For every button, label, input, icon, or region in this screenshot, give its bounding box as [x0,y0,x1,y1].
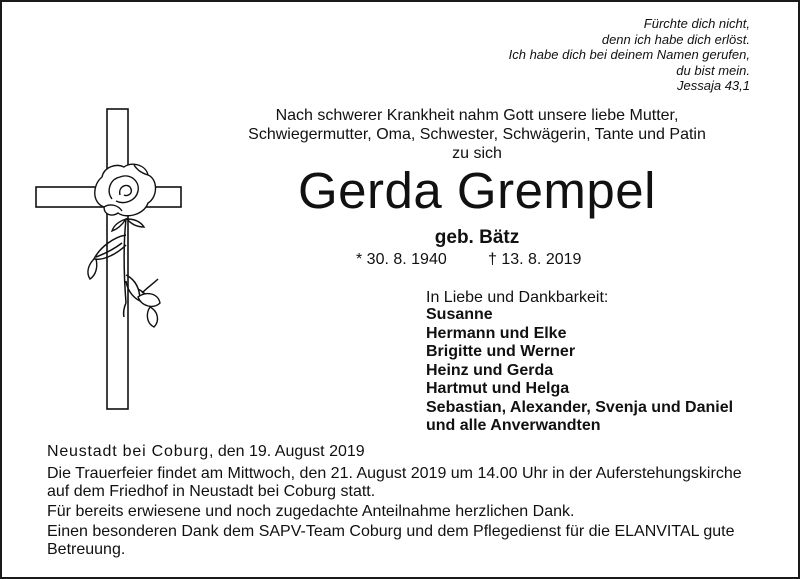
deceased-name: Gerda Grempel [298,162,656,219]
bible-verse [509,16,750,94]
mourner-name: Heinz und Gerda [426,361,554,379]
verse-line: denn ich habe dich erlöst. [601,31,750,47]
mourner-name: Sebastian, Alexander, Svenja und Daniel [426,398,734,416]
funeral-information [47,465,767,561]
verse-line: Fürchte dich nicht, [643,16,750,31]
town-name: Neustadt bei Coburg [47,443,209,460]
thanks-text: Für bereits erwiesene und noch zugedachte Anteilnahme herzlichen Dank. [47,503,575,520]
mourner-name: Hartmut und Helga [426,380,570,397]
verse-line: Ich habe dich bei deinem Namen gerufen, [508,47,750,62]
cross-with-rose-icon [34,107,184,427]
intro-line: Schwiegermutter, Oma, Schwester, Schwägerin, Tante und Patin [248,126,706,143]
mourner-name: und alle Anverwandten [426,417,601,434]
funeral-service-text: Die Trauerfeier findet am Mittwoch, den 21. August 2019 um 14.00 Uhr in der Auferstehungskirche auf dem Friedhof in Neustadt bei Coburg statt. [47,465,742,500]
place-and-date [47,443,365,461]
mourner-name: Susanne [426,306,493,323]
mourners-list [426,306,733,436]
birth-date: * 30. 8. 1940 [356,251,447,268]
birth-name: geb. Bätz [434,227,520,248]
death-date: † 13. 8. 2019 [488,251,582,268]
verse-line: du bist mein. [676,62,750,78]
special-thanks-text: Einen besonderen Dank dem SAPV-Team Coburg und dem Pflegedienst für die ELANVITAL gute Betreuung. [47,523,735,558]
mourners-intro: In Liebe und Dankbarkeit: [426,289,609,306]
mourner-name: Hermann und Elke [426,324,567,342]
mourner-name: Brigitte und Werner [426,343,576,360]
notice-date: , den 19. August 2019 [208,443,365,460]
verse-reference: Jessaja 43,1 [677,78,750,93]
intro-text [207,106,747,163]
intro-line: Nach schwerer Krankheit nahm Gott unsere liebe Mutter, [275,107,679,124]
intro-line: zu sich [452,145,502,162]
